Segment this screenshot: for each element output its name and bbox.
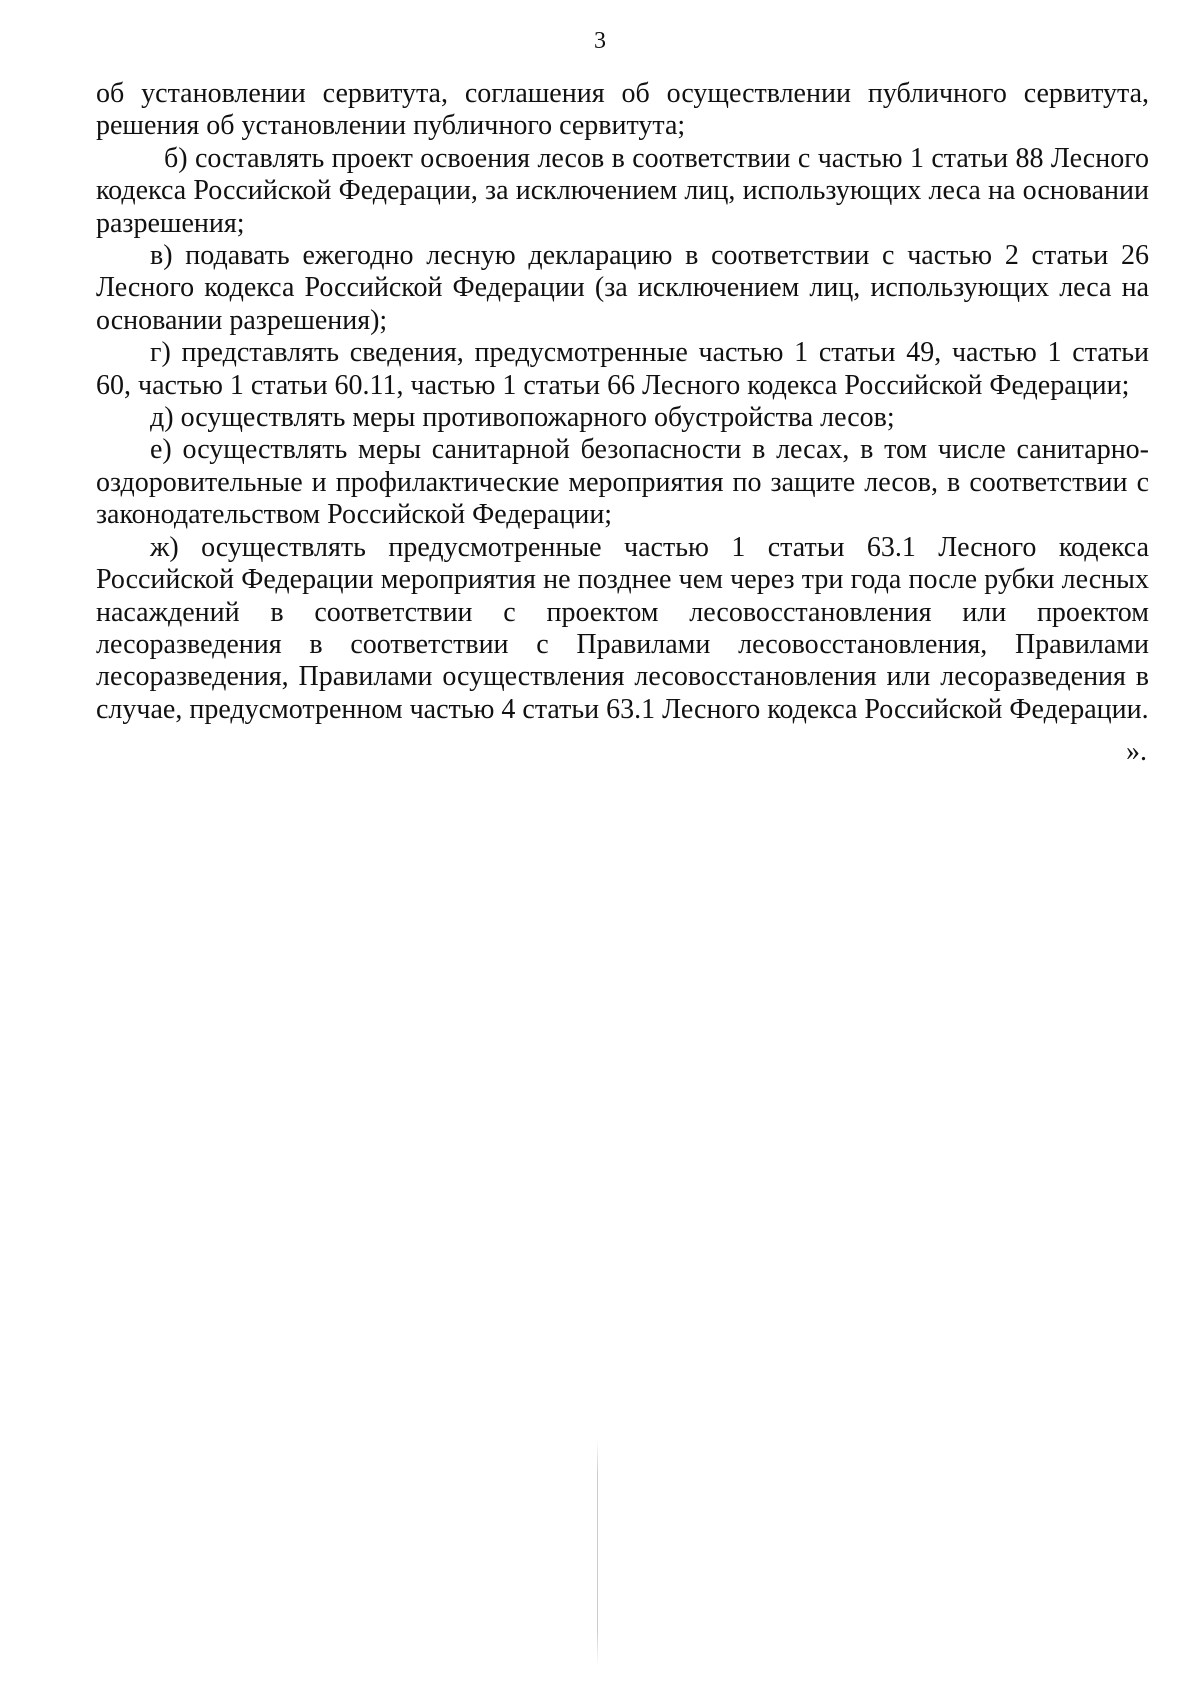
page-number: 3: [594, 28, 606, 54]
closing-quote: ».: [1126, 736, 1147, 768]
paragraph-item-g: г) представлять сведения, предусмотренные частью 1 статьи 49, частью 1 статьи 60, частью 1 статьи 60.11, частью 1 статьи 66 Лесного кодекса Российской Федерации;: [96, 337, 1149, 401]
scan-artifact-line: [597, 1440, 598, 1665]
paragraph-item-v: в) подавать ежегодно лесную декларацию в соответствии с частью 2 статьи 26 Лесного кодекса Российской Федерации (за исключением лиц, использующих леса на основании разрешения);: [96, 240, 1149, 336]
paragraph-item-d: д) осуществлять меры противопожарного обустройства лесов;: [150, 402, 895, 434]
paragraph-item-e: е) осуществлять меры санитарной безопасности в лесах, в том числе санитарно-оздоровительные и профилактические мероприятия по защите лесов, в соответствии с законодательством Российской Федерации;: [96, 434, 1149, 531]
document-body: [96, 78, 1149, 769]
paragraph-item-b: б) составлять проект освоения лесов в соответствии с частью 1 статьи 88 Лесного кодекса Российской Федерации, за исключением лиц, использующих леса на основании разрешения;: [96, 142, 1149, 239]
paragraph-continuation: об установлении сервитута, соглашения об осуществлении публичного сервитута, решения об установлении публичного сервитута;: [96, 78, 1149, 142]
paragraph-item-zh: ж) осуществлять предусмотренные частью 1 статьи 63.1 Лесного кодекса Российской Федерации мероприятия не позднее чем через три года после рубки лесных насаждений в соответствии с проектом лесовосстановления или проектом лесоразведения в соответствии с Правилами лесовосстановления, Правилами лесоразведения, Правилами осуществления лесовосстановления или лесоразведения в случае, предусмотренном частью 4 статьи 63.1 Лесного кодекса Российской Федерации.: [96, 531, 1149, 725]
